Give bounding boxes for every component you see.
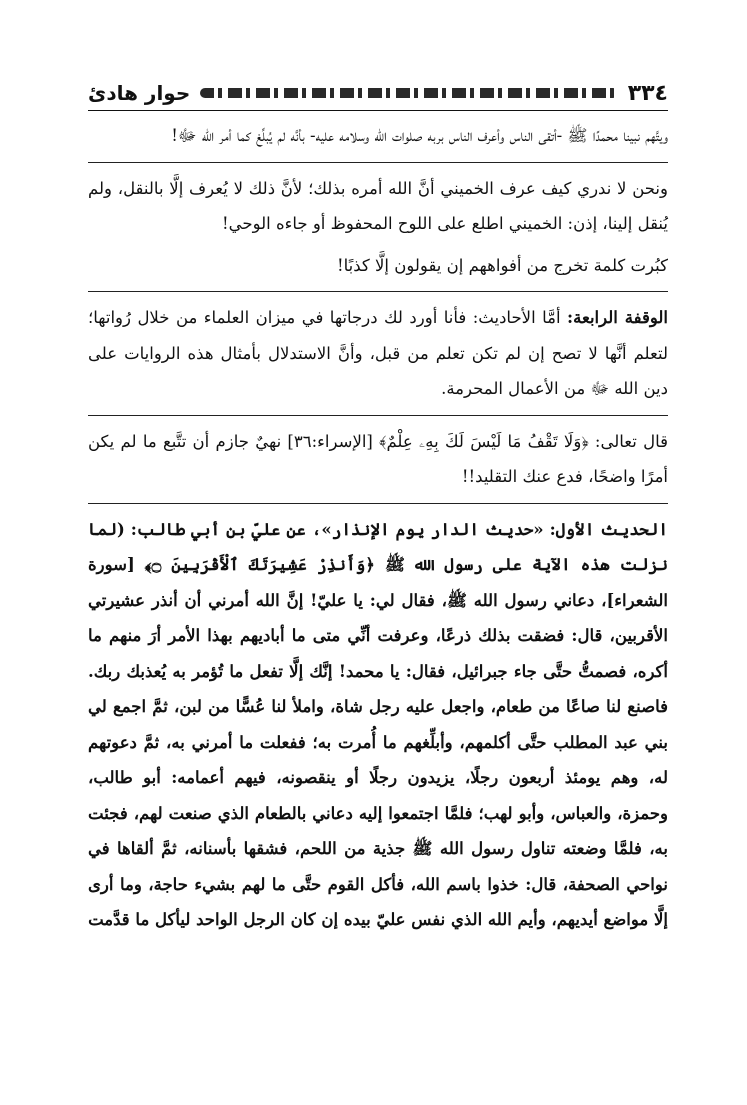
paragraph-text: «حديث الدار يوم الإنذار»، عن عليّ بن أبي طالب: (لما نزلت هذه الآية على رسول الله ﷺ ﴿وَأَنذِرْ عَشِيرَتَكَ ٱلْأَقْرَبِينَ ۝﴾ [سورة الشعراء]، دعاني رسول الله ﷺ، فقال لي: يا عليّ! إنَّ الله أمرني أن أنذر عشيرتي الأقربين، قال: فضقت بذلك ذرعًا، وعرفت أنِّي متى ما أباديهم بهذا الأمر أرَ منهم ما أكره، فصمتُّ حتَّى جاء جبرائيل، فقال: يا محمد! إنَّك إلَّا تفعل ما تُؤمر به يُعذبك ربك. فاصنع لنا صاعًا من طعام، واجعل عليه رجل شاة، واملأ لنا عُسًّا من لبن، ثمَّ اجمع لي بني عبد المطلب حتَّى أكلمهم، وأبلِّغهم ما أُمرت به؛ ففعلت ما أمرني به، ثمَّ دعوتهم له، وهم يومئذ أربعون رجلًا، يزيدون رجلًا أو ينقصونه، فيهم أعمامه: أبو طالب، وحمزة، والعباس، وأبو لهب؛ فلمَّا اجتمعوا إليه دعاني بالطعام الذي صنعت لهم، فجئت به، فلمَّا وضعته تناول رسول الله ﷺ جذية من اللحم، فشقها بأسنانه، ثمَّ ألقاها في نواحي الصحفة، قال: خذوا باسم الله، فأكل القوم حتَّى ما لهم بشيء حاجة، وما أرى إلَّا مواضع أيديهم، وأيم الله الذي نفس عليّ بيده إن كان الرجل الواحد ليأكل ما قدَّمت	[88, 519, 668, 929]
paragraph-text: أمَّا الأحاديث: فأنا أورد لك درجاتها في ميزان العلماء من خلال رُواتها؛ لتعلم أنَّها لا تصح إن لم تكن تعلم من قبل، وأنَّ الاستدلال بأمثال هذه الروايات على دين الله ﷻ من الأعمال المحرمة.	[88, 308, 668, 398]
paragraph-2	[88, 171, 668, 242]
paragraph-6	[88, 512, 668, 938]
page-number: ٣٣٤	[627, 80, 668, 106]
paragraph-text: ويتَّهم نبينا محمدًا ﷺ -أتقى الناس وأعرف الناس بربه صلوات الله وسلامه عليه- بأنَّه لم يُبلِّغ كما أمر الله ﷻ!	[171, 126, 668, 145]
paragraph-lead: الحديث الأول:	[549, 519, 668, 539]
paragraph-4	[88, 300, 668, 407]
paragraph-1	[88, 118, 668, 154]
running-title: حوار هادئ	[88, 81, 191, 105]
paragraph-3	[88, 248, 668, 284]
section-divider	[88, 415, 668, 416]
header-ornament	[200, 88, 617, 98]
paragraph-5	[88, 424, 668, 495]
section-divider	[88, 162, 668, 163]
section-divider	[88, 503, 668, 504]
page-body	[88, 118, 668, 938]
paragraph-text: كبُرت كلمة تخرج من أفواههم إن يقولون إلَّا كذبًا!	[337, 255, 668, 275]
page-header	[88, 76, 668, 110]
header-rule	[88, 110, 668, 111]
paragraph-lead: الوقفة الرابعة:	[567, 308, 669, 327]
section-divider	[88, 291, 668, 292]
paragraph-text: ونحن لا ندري كيف عرف الخميني أنَّ الله أمره بذلك؛ لأنَّ ذلك لا يُعرف إلَّا بالنقل، ولم يُنقل إلينا، إذن: الخميني اطلع على اللوح المحفوظ أو جاءه الوحي!	[88, 178, 668, 233]
paragraph-text: قال تعالى: ﴿وَلَا تَقْفُ مَا لَيْسَ لَكَ بِهِۦ عِلْمٌ﴾ [الإسراء:٣٦] نهيٌ جازم أن تتَّبع ما لم يكن أمرًا واضحًا، فدع عنك التقليد!!	[88, 431, 668, 486]
